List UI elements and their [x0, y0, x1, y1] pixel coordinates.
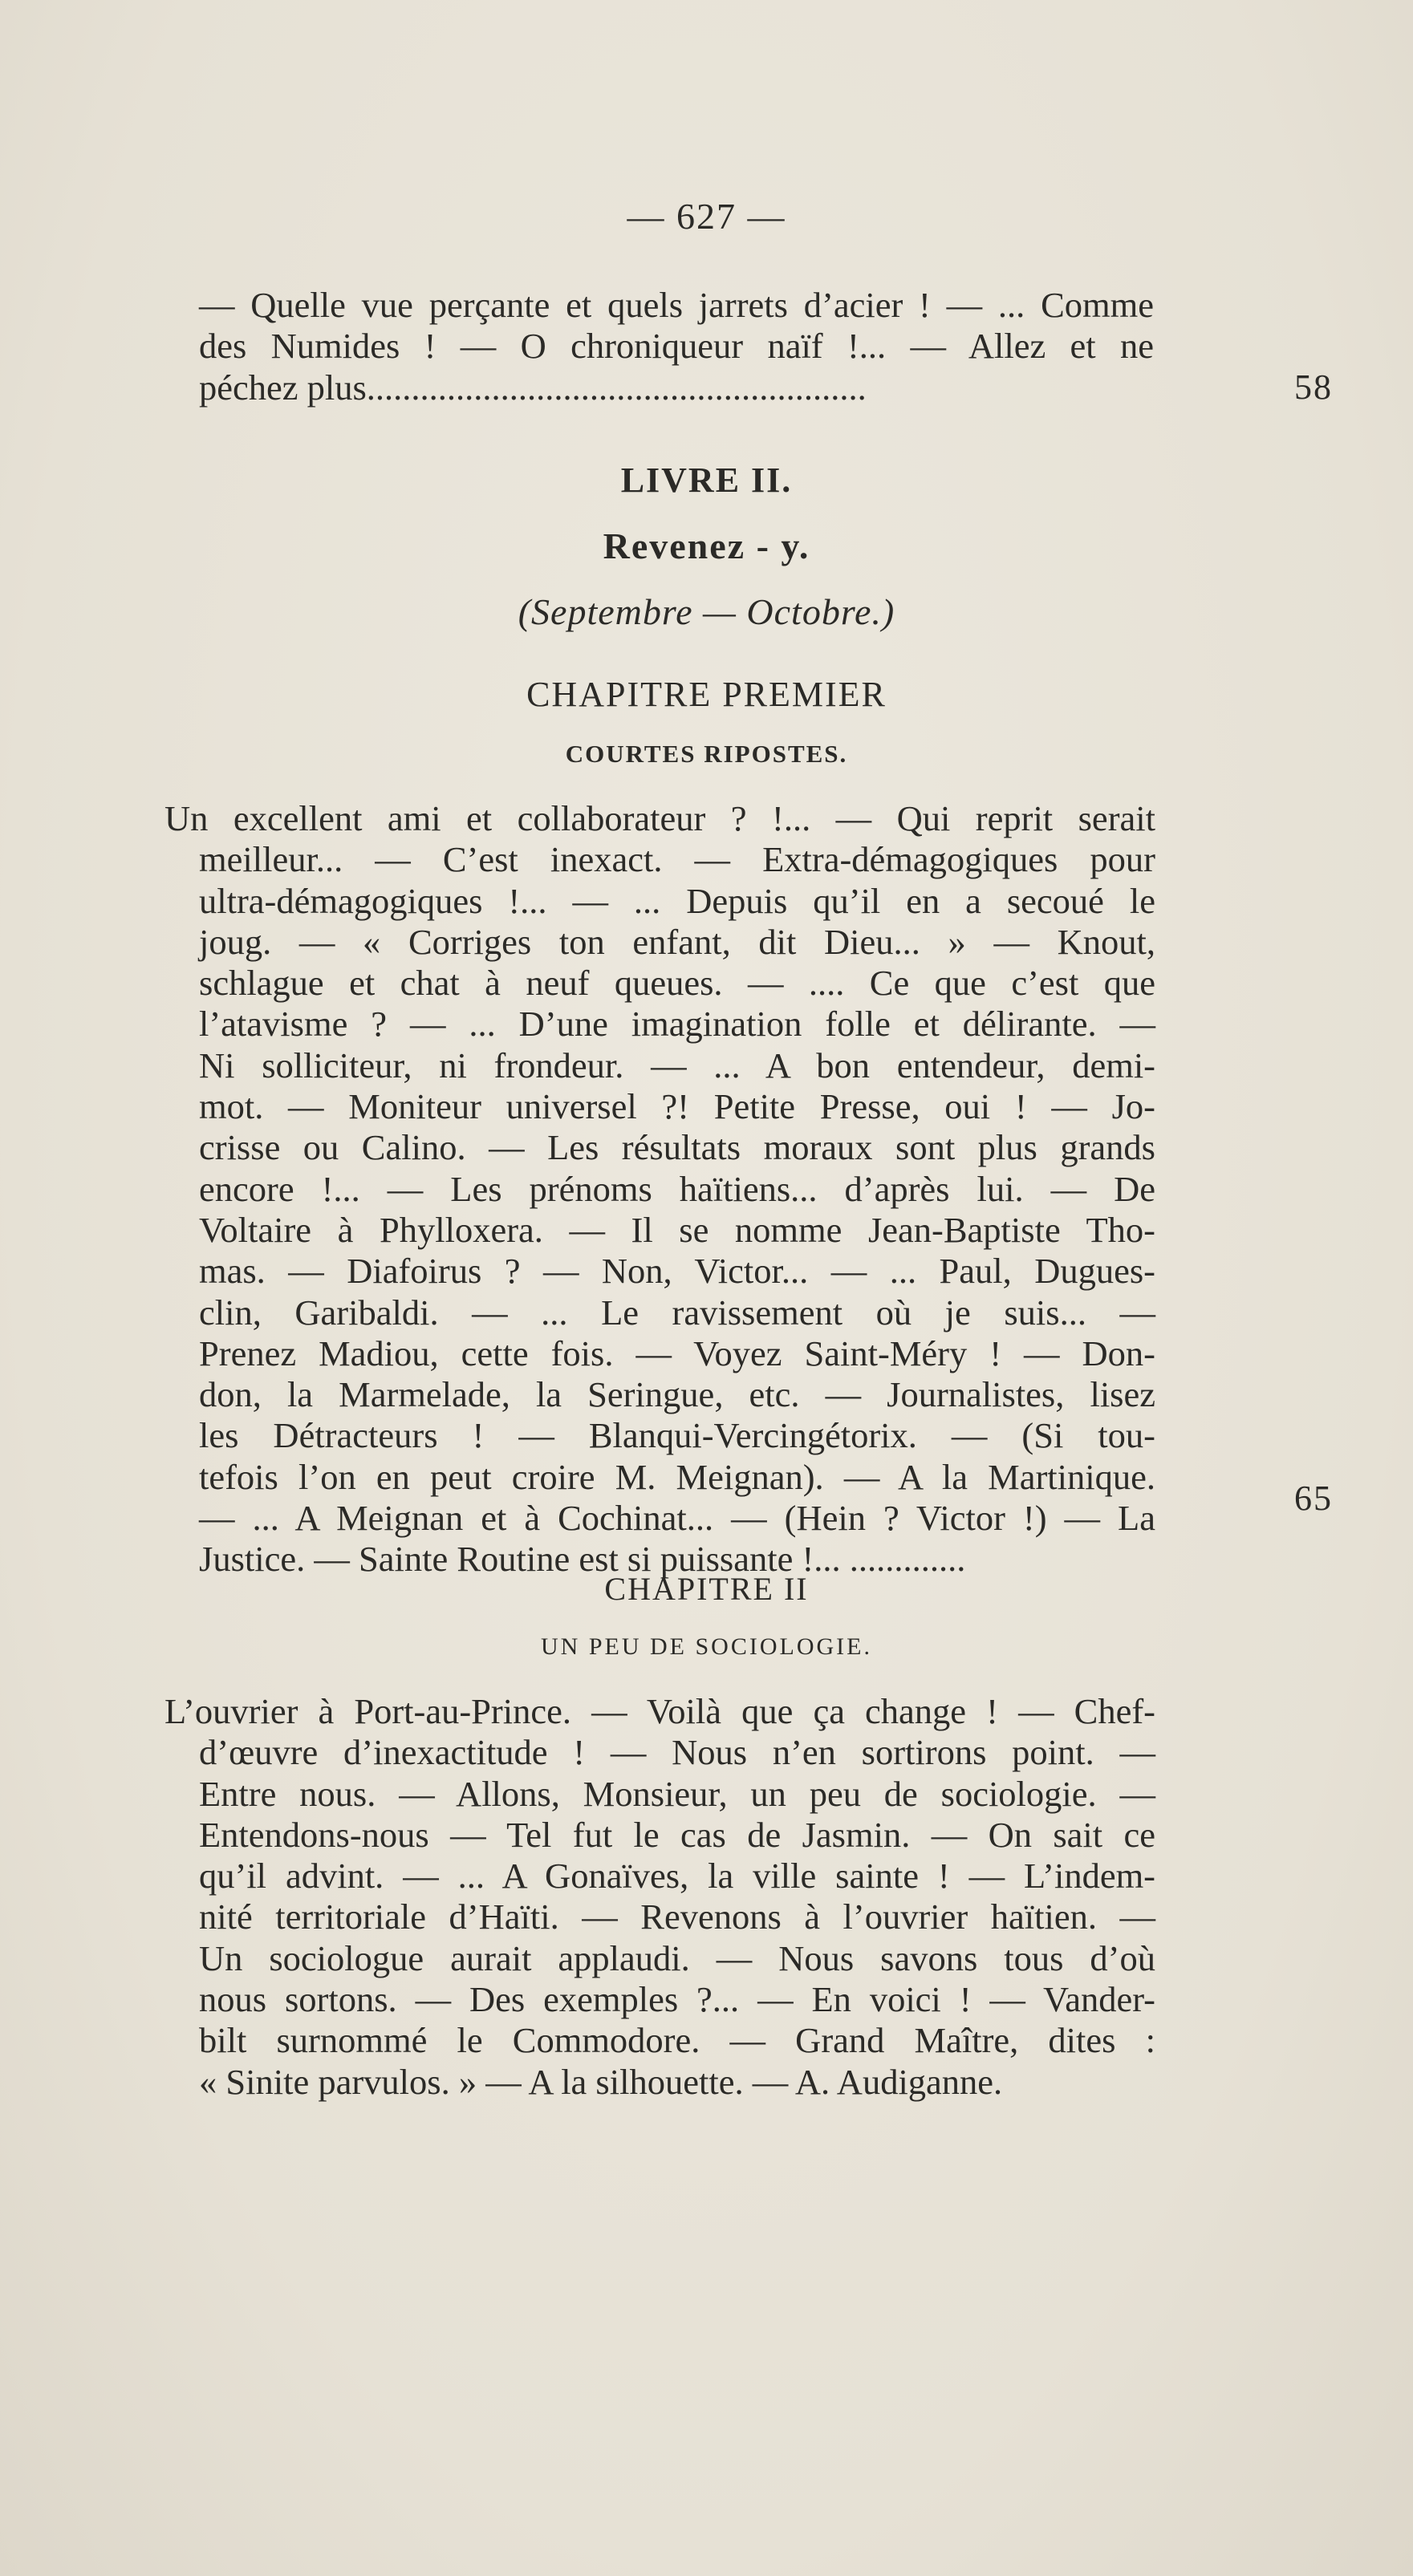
text-line: l’atavisme ? — ... D’une imagination folle et délirante. —: [199, 1004, 1155, 1045]
page-reference: 65: [1294, 1479, 1333, 1518]
text-line: ultra-démagogiques !... — ... Depuis qu’il en a secoué le: [199, 880, 1155, 921]
text-line: péchez plus........................................................: [199, 367, 867, 408]
text-line: Justice. — Sainte Routine est si puissante !... .............: [199, 1539, 966, 1580]
text-line: Entre nous. — Allons, Monsieur, un peu de sociologie. —: [199, 1773, 1155, 1814]
text-line: qu’il advint. — ... A Gonaïves, la ville sainte ! — L’indem-: [199, 1856, 1155, 1897]
text-line: Ni solliciteur, ni frondeur. — ... A bon entendeur, demi-: [199, 1045, 1155, 1085]
chapter-subtitle: UN PEU DE SOCIOLOGIE.: [541, 1633, 872, 1660]
text-line: crisse ou Calino. — Les résultats moraux sont plus grands: [199, 1127, 1155, 1168]
text-line: encore !... — Les prénoms haïtiens... d’après lui. — De: [199, 1168, 1155, 1209]
text-line: mot. — Moniteur universel ?! Petite Presse, oui ! — Jo-: [199, 1086, 1155, 1127]
intro-paragraph: [199, 285, 1154, 408]
text-line: don, la Marmelade, la Seringue, etc. — Journalistes, lisez: [199, 1374, 1155, 1415]
text-line: des Numides ! — O chroniqueur naïf !... — Allez et ne: [199, 326, 1154, 367]
page-number: — 627 —: [627, 196, 786, 237]
text-line: Entendons-nous — Tel fut le cas de Jasmin. — On sait ce: [199, 1814, 1155, 1855]
text-line: d’œuvre d’inexactitude ! — Nous n’en sortirons point. —: [199, 1732, 1155, 1773]
text-line: nité territoriale d’Haïti. — Revenons à l’ouvrier haïtien. —: [199, 1897, 1155, 1937]
text-line: joug. — « Corriges ton enfant, dit Dieu... » — Knout,: [199, 921, 1155, 962]
text-line: tefois l’on en peut croire M. Meignan). — A la Martinique.: [199, 1456, 1155, 1497]
text-line: les Détracteurs ! — Blanqui-Vercingétorix. — (Si tou-: [199, 1415, 1155, 1456]
chapter-summary: [164, 1691, 1155, 2103]
chapter-title: CHAPITRE PREMIER: [526, 675, 887, 714]
text-line: schlague et chat à neuf queues. — .... Ce que c’est que: [199, 963, 1155, 1004]
text-line: — ... A Meignan et à Cochinat... — (Hein ? Victor !) — La: [199, 1498, 1155, 1539]
text-line: « Sinite parvulos. » — A la silhouette. — A. Audiganne.: [199, 2061, 1003, 2102]
chapter-subtitle: COURTES RIPOSTES.: [565, 740, 848, 768]
text-line: bilt surnommé le Commodore. — Grand Maître, dites :: [199, 2020, 1155, 2061]
chapter-title: CHAPITRE II: [604, 1571, 809, 1607]
text-line: Un sociologue aurait applaudi. — Nous savons tous d’où: [199, 1937, 1155, 1978]
book-dates: (Septembre — Octobre.): [518, 591, 895, 632]
text-line: nous sortons. — Des exemples ?... — En voici ! — Vander-: [199, 1979, 1155, 2020]
page-reference: 58: [1294, 367, 1333, 407]
book-subtitle: Revenez - y.: [603, 525, 810, 566]
text-line: Prenez Madiou, cette fois. — Voyez Saint-Méry ! — Don-: [199, 1333, 1155, 1373]
book-title: LIVRE II.: [620, 460, 793, 500]
text-line: clin, Garibaldi. — ... Le ravissement où je suis... —: [199, 1292, 1155, 1333]
chapter-summary: [164, 798, 1155, 1580]
text-line: — Quelle vue perçante et quels jarrets d’acier ! — ... Comme: [199, 285, 1154, 325]
text-line: L’ouvrier à Port-au-Prince. — Voilà que ça change ! — Chef-: [164, 1691, 1155, 1731]
text-line: Voltaire à Phylloxera. — Il se nomme Jean-Baptiste Tho-: [199, 1209, 1155, 1250]
text-line: meilleur... — C’est inexact. — Extra-démagogiques pour: [199, 839, 1155, 880]
text-line: mas. — Diafoirus ? — Non, Victor... — ... Paul, Dugues-: [199, 1251, 1155, 1292]
text-line: Un excellent ami et collaborateur ? !... — Qui reprit serait: [164, 798, 1155, 838]
